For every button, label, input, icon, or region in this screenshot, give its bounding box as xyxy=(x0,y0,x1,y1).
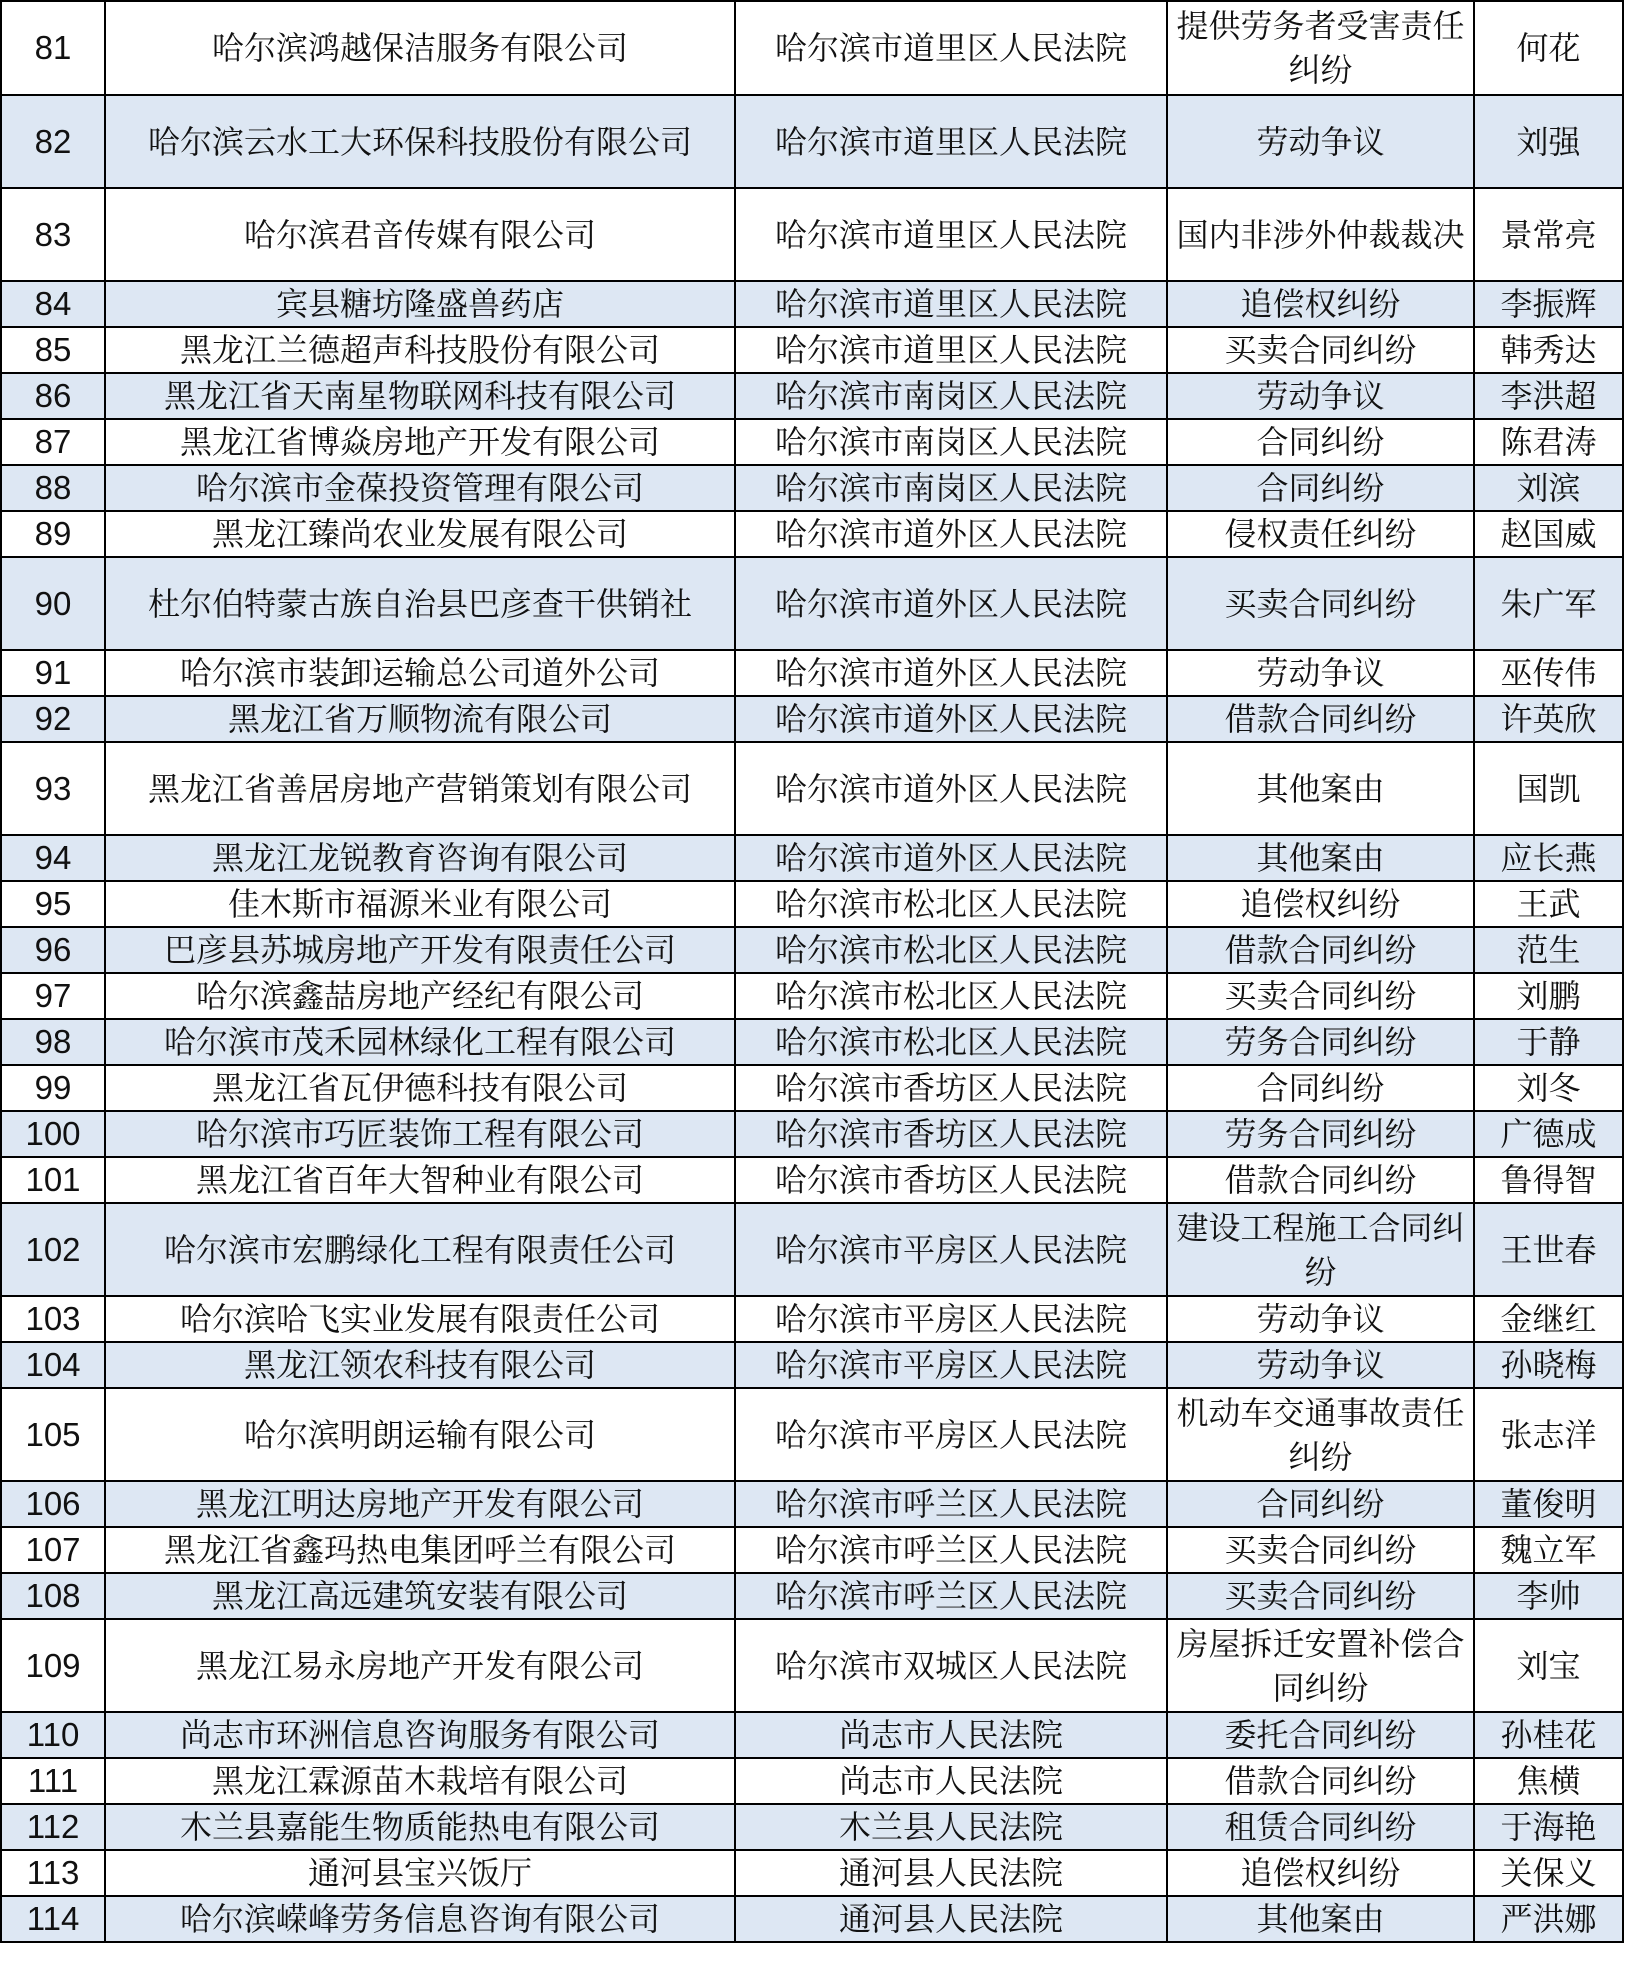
applicant-cell: 刘强 xyxy=(1474,95,1623,188)
applicant-cell: 张志洋 xyxy=(1474,1388,1623,1481)
entity-name-cell: 杜尔伯特蒙古族自治县巴彦查干供销社 xyxy=(105,557,735,650)
court-cell: 哈尔滨市香坊区人民法院 xyxy=(735,1111,1167,1157)
table-row xyxy=(1,927,1623,973)
court-cell: 哈尔滨市道里区人民法院 xyxy=(735,281,1167,327)
entity-name-cell: 哈尔滨嵘峰劳务信息咨询有限公司 xyxy=(105,1896,735,1942)
row-number-cell: 91 xyxy=(1,650,105,696)
applicant-cell: 金继红 xyxy=(1474,1296,1623,1342)
applicant-cell: 王世春 xyxy=(1474,1203,1623,1296)
case-cause-cell: 买卖合同纠纷 xyxy=(1167,1573,1474,1619)
table-row xyxy=(1,1203,1623,1296)
case-cause-cell: 借款合同纠纷 xyxy=(1167,696,1474,742)
entity-name-cell: 哈尔滨君音传媒有限公司 xyxy=(105,188,735,281)
table-row xyxy=(1,1850,1623,1896)
entity-name-cell: 黑龙江明达房地产开发有限公司 xyxy=(105,1481,735,1527)
case-cause-cell: 合同纠纷 xyxy=(1167,1065,1474,1111)
court-cell: 哈尔滨市南岗区人民法院 xyxy=(735,373,1167,419)
case-cause-cell: 追偿权纠纷 xyxy=(1167,1850,1474,1896)
table-row xyxy=(1,188,1623,281)
applicant-cell: 刘鹏 xyxy=(1474,973,1623,1019)
court-cell: 哈尔滨市双城区人民法院 xyxy=(735,1619,1167,1712)
entity-name-cell: 木兰县嘉能生物质能热电有限公司 xyxy=(105,1804,735,1850)
entity-name-cell: 黑龙江省万顺物流有限公司 xyxy=(105,696,735,742)
court-cell: 哈尔滨市道里区人民法院 xyxy=(735,188,1167,281)
case-cause-cell: 建设工程施工合同纠纷 xyxy=(1167,1203,1474,1296)
applicant-cell: 李洪超 xyxy=(1474,373,1623,419)
table-row xyxy=(1,1111,1623,1157)
row-number-cell: 112 xyxy=(1,1804,105,1850)
entity-name-cell: 黑龙江省百年大智种业有限公司 xyxy=(105,1157,735,1203)
applicant-cell: 李帅 xyxy=(1474,1573,1623,1619)
table-row xyxy=(1,1573,1623,1619)
case-cause-cell: 借款合同纠纷 xyxy=(1167,1157,1474,1203)
entity-name-cell: 黑龙江省博焱房地产开发有限公司 xyxy=(105,419,735,465)
case-cause-cell: 其他案由 xyxy=(1167,742,1474,835)
row-number-cell: 107 xyxy=(1,1527,105,1573)
entity-name-cell: 哈尔滨鑫喆房地产经纪有限公司 xyxy=(105,973,735,1019)
court-cell: 哈尔滨市香坊区人民法院 xyxy=(735,1157,1167,1203)
row-number-cell: 93 xyxy=(1,742,105,835)
entity-name-cell: 黑龙江省善居房地产营销策划有限公司 xyxy=(105,742,735,835)
row-number-cell: 97 xyxy=(1,973,105,1019)
court-cell: 哈尔滨市平房区人民法院 xyxy=(735,1296,1167,1342)
entity-name-cell: 黑龙江龙锐教育咨询有限公司 xyxy=(105,835,735,881)
case-cause-cell: 其他案由 xyxy=(1167,1896,1474,1942)
applicant-cell: 刘冬 xyxy=(1474,1065,1623,1111)
entity-name-cell: 哈尔滨市茂禾园林绿化工程有限公司 xyxy=(105,1019,735,1065)
row-number-cell: 85 xyxy=(1,327,105,373)
case-cause-cell: 劳动争议 xyxy=(1167,95,1474,188)
table-row xyxy=(1,973,1623,1019)
case-cause-cell: 合同纠纷 xyxy=(1167,419,1474,465)
applicant-cell: 鲁得智 xyxy=(1474,1157,1623,1203)
case-cause-cell: 追偿权纠纷 xyxy=(1167,881,1474,927)
applicant-cell: 刘宝 xyxy=(1474,1619,1623,1712)
table-row xyxy=(1,1896,1623,1942)
table-row xyxy=(1,557,1623,650)
entity-name-cell: 黑龙江省鑫玛热电集团呼兰有限公司 xyxy=(105,1527,735,1573)
applicant-cell: 焦横 xyxy=(1474,1758,1623,1804)
court-cell: 通河县人民法院 xyxy=(735,1850,1167,1896)
applicant-cell: 赵国威 xyxy=(1474,511,1623,557)
case-cause-cell: 借款合同纠纷 xyxy=(1167,927,1474,973)
entity-name-cell: 黑龙江省天南星物联网科技有限公司 xyxy=(105,373,735,419)
court-cell: 哈尔滨市松北区人民法院 xyxy=(735,973,1167,1019)
court-cell: 哈尔滨市南岗区人民法院 xyxy=(735,419,1167,465)
applicant-cell: 孙桂花 xyxy=(1474,1712,1623,1758)
applicant-cell: 韩秀达 xyxy=(1474,327,1623,373)
table-row xyxy=(1,1481,1623,1527)
court-cell: 哈尔滨市道外区人民法院 xyxy=(735,835,1167,881)
row-number-cell: 83 xyxy=(1,188,105,281)
row-number-cell: 100 xyxy=(1,1111,105,1157)
applicant-cell: 应长燕 xyxy=(1474,835,1623,881)
table-row xyxy=(1,1388,1623,1481)
row-number-cell: 82 xyxy=(1,95,105,188)
applicant-cell: 于海艳 xyxy=(1474,1804,1623,1850)
applicant-cell: 于静 xyxy=(1474,1019,1623,1065)
case-cause-cell: 买卖合同纠纷 xyxy=(1167,327,1474,373)
table-row xyxy=(1,1,1623,95)
table-row xyxy=(1,1619,1623,1712)
row-number-cell: 111 xyxy=(1,1758,105,1804)
case-cause-cell: 买卖合同纠纷 xyxy=(1167,557,1474,650)
applicant-cell: 李振辉 xyxy=(1474,281,1623,327)
case-cause-cell: 劳动争议 xyxy=(1167,650,1474,696)
entity-name-cell: 黑龙江高远建筑安装有限公司 xyxy=(105,1573,735,1619)
case-table-body xyxy=(1,1,1623,1942)
case-cause-cell: 买卖合同纠纷 xyxy=(1167,1527,1474,1573)
row-number-cell: 87 xyxy=(1,419,105,465)
court-cell: 哈尔滨市道外区人民法院 xyxy=(735,742,1167,835)
applicant-cell: 董俊明 xyxy=(1474,1481,1623,1527)
entity-name-cell: 黑龙江兰德超声科技股份有限公司 xyxy=(105,327,735,373)
row-number-cell: 98 xyxy=(1,1019,105,1065)
table-row xyxy=(1,650,1623,696)
court-cell: 哈尔滨市南岗区人民法院 xyxy=(735,465,1167,511)
table-row xyxy=(1,1157,1623,1203)
court-cell: 哈尔滨市道外区人民法院 xyxy=(735,650,1167,696)
entity-name-cell: 哈尔滨市巧匠装饰工程有限公司 xyxy=(105,1111,735,1157)
court-cell: 尚志市人民法院 xyxy=(735,1758,1167,1804)
applicant-cell: 孙晓梅 xyxy=(1474,1342,1623,1388)
case-cause-cell: 委托合同纠纷 xyxy=(1167,1712,1474,1758)
table-row xyxy=(1,465,1623,511)
case-cause-cell: 买卖合同纠纷 xyxy=(1167,973,1474,1019)
entity-name-cell: 黑龙江霖源苗木栽培有限公司 xyxy=(105,1758,735,1804)
court-cell: 哈尔滨市平房区人民法院 xyxy=(735,1342,1167,1388)
court-cell: 哈尔滨市呼兰区人民法院 xyxy=(735,1527,1167,1573)
entity-name-cell: 哈尔滨市装卸运输总公司道外公司 xyxy=(105,650,735,696)
court-cell: 哈尔滨市松北区人民法院 xyxy=(735,1019,1167,1065)
table-row xyxy=(1,1296,1623,1342)
court-cell: 哈尔滨市呼兰区人民法院 xyxy=(735,1481,1167,1527)
row-number-cell: 105 xyxy=(1,1388,105,1481)
case-cause-cell: 劳务合同纠纷 xyxy=(1167,1111,1474,1157)
applicant-cell: 国凯 xyxy=(1474,742,1623,835)
row-number-cell: 108 xyxy=(1,1573,105,1619)
case-cause-cell: 国内非涉外仲裁裁决 xyxy=(1167,188,1474,281)
applicant-cell: 何花 xyxy=(1474,1,1623,95)
case-cause-cell: 提供劳务者受害责任纠纷 xyxy=(1167,1,1474,95)
applicant-cell: 关保义 xyxy=(1474,1850,1623,1896)
table-row xyxy=(1,1804,1623,1850)
case-cause-cell: 租赁合同纠纷 xyxy=(1167,1804,1474,1850)
court-cell: 哈尔滨市道外区人民法院 xyxy=(735,511,1167,557)
entity-name-cell: 哈尔滨云水工大环保科技股份有限公司 xyxy=(105,95,735,188)
entity-name-cell: 尚志市环洲信息咨询服务有限公司 xyxy=(105,1712,735,1758)
applicant-cell: 魏立军 xyxy=(1474,1527,1623,1573)
court-cell: 哈尔滨市呼兰区人民法院 xyxy=(735,1573,1167,1619)
court-cell: 通河县人民法院 xyxy=(735,1896,1167,1942)
row-number-cell: 99 xyxy=(1,1065,105,1111)
row-number-cell: 96 xyxy=(1,927,105,973)
court-cell: 哈尔滨市平房区人民法院 xyxy=(735,1388,1167,1481)
applicant-cell: 范生 xyxy=(1474,927,1623,973)
entity-name-cell: 哈尔滨明朗运输有限公司 xyxy=(105,1388,735,1481)
row-number-cell: 88 xyxy=(1,465,105,511)
entity-name-cell: 通河县宝兴饭厅 xyxy=(105,1850,735,1896)
entity-name-cell: 佳木斯市福源米业有限公司 xyxy=(105,881,735,927)
applicant-cell: 严洪娜 xyxy=(1474,1896,1623,1942)
case-cause-cell: 其他案由 xyxy=(1167,835,1474,881)
applicant-cell: 许英欣 xyxy=(1474,696,1623,742)
table-row xyxy=(1,835,1623,881)
row-number-cell: 103 xyxy=(1,1296,105,1342)
applicant-cell: 刘滨 xyxy=(1474,465,1623,511)
row-number-cell: 90 xyxy=(1,557,105,650)
entity-name-cell: 黑龙江省瓦伊德科技有限公司 xyxy=(105,1065,735,1111)
entity-name-cell: 哈尔滨市宏鹏绿化工程有限责任公司 xyxy=(105,1203,735,1296)
case-cause-cell: 侵权责任纠纷 xyxy=(1167,511,1474,557)
case-cause-cell: 劳动争议 xyxy=(1167,1296,1474,1342)
row-number-cell: 81 xyxy=(1,1,105,95)
table-row xyxy=(1,881,1623,927)
table-row xyxy=(1,1065,1623,1111)
row-number-cell: 109 xyxy=(1,1619,105,1712)
court-cell: 哈尔滨市道里区人民法院 xyxy=(735,1,1167,95)
case-cause-cell: 房屋拆迁安置补偿合同纠纷 xyxy=(1167,1619,1474,1712)
court-cell: 哈尔滨市松北区人民法院 xyxy=(735,881,1167,927)
row-number-cell: 114 xyxy=(1,1896,105,1942)
entity-name-cell: 巴彦县苏城房地产开发有限责任公司 xyxy=(105,927,735,973)
applicant-cell: 陈君涛 xyxy=(1474,419,1623,465)
court-cell: 尚志市人民法院 xyxy=(735,1712,1167,1758)
case-cause-cell: 劳务合同纠纷 xyxy=(1167,1019,1474,1065)
table-row xyxy=(1,419,1623,465)
applicant-cell: 广德成 xyxy=(1474,1111,1623,1157)
table-row xyxy=(1,696,1623,742)
case-cause-cell: 借款合同纠纷 xyxy=(1167,1758,1474,1804)
entity-name-cell: 哈尔滨市金葆投资管理有限公司 xyxy=(105,465,735,511)
case-cause-cell: 追偿权纠纷 xyxy=(1167,281,1474,327)
entity-name-cell: 黑龙江臻尚农业发展有限公司 xyxy=(105,511,735,557)
table-row xyxy=(1,1019,1623,1065)
row-number-cell: 110 xyxy=(1,1712,105,1758)
entity-name-cell: 哈尔滨哈飞实业发展有限责任公司 xyxy=(105,1296,735,1342)
court-cell: 哈尔滨市道外区人民法院 xyxy=(735,557,1167,650)
row-number-cell: 101 xyxy=(1,1157,105,1203)
court-cell: 木兰县人民法院 xyxy=(735,1804,1167,1850)
table-row xyxy=(1,281,1623,327)
applicant-cell: 巫传伟 xyxy=(1474,650,1623,696)
court-cell: 哈尔滨市道外区人民法院 xyxy=(735,696,1167,742)
row-number-cell: 104 xyxy=(1,1342,105,1388)
case-cause-cell: 劳动争议 xyxy=(1167,373,1474,419)
case-cause-cell: 合同纠纷 xyxy=(1167,465,1474,511)
entity-name-cell: 黑龙江领农科技有限公司 xyxy=(105,1342,735,1388)
table-row xyxy=(1,742,1623,835)
row-number-cell: 94 xyxy=(1,835,105,881)
applicant-cell: 王武 xyxy=(1474,881,1623,927)
row-number-cell: 106 xyxy=(1,1481,105,1527)
row-number-cell: 102 xyxy=(1,1203,105,1296)
row-number-cell: 113 xyxy=(1,1850,105,1896)
entity-name-cell: 哈尔滨鸿越保洁服务有限公司 xyxy=(105,1,735,95)
table-row xyxy=(1,95,1623,188)
table-row xyxy=(1,511,1623,557)
table-row xyxy=(1,1712,1623,1758)
table-row xyxy=(1,1342,1623,1388)
applicant-cell: 朱广军 xyxy=(1474,557,1623,650)
entity-name-cell: 黑龙江易永房地产开发有限公司 xyxy=(105,1619,735,1712)
table-row xyxy=(1,1527,1623,1573)
row-number-cell: 84 xyxy=(1,281,105,327)
case-cause-cell: 劳动争议 xyxy=(1167,1342,1474,1388)
entity-name-cell: 宾县糖坊隆盛兽药店 xyxy=(105,281,735,327)
table-row xyxy=(1,327,1623,373)
court-cell: 哈尔滨市香坊区人民法院 xyxy=(735,1065,1167,1111)
table-row xyxy=(1,1758,1623,1804)
row-number-cell: 95 xyxy=(1,881,105,927)
row-number-cell: 89 xyxy=(1,511,105,557)
court-cell: 哈尔滨市道里区人民法院 xyxy=(735,327,1167,373)
table-row xyxy=(1,373,1623,419)
row-number-cell: 86 xyxy=(1,373,105,419)
court-cell: 哈尔滨市道里区人民法院 xyxy=(735,95,1167,188)
case-cause-cell: 机动车交通事故责任纠纷 xyxy=(1167,1388,1474,1481)
applicant-cell: 景常亮 xyxy=(1474,188,1623,281)
court-cell: 哈尔滨市平房区人民法院 xyxy=(735,1203,1167,1296)
case-cause-cell: 合同纠纷 xyxy=(1167,1481,1474,1527)
row-number-cell: 92 xyxy=(1,696,105,742)
court-cell: 哈尔滨市松北区人民法院 xyxy=(735,927,1167,973)
